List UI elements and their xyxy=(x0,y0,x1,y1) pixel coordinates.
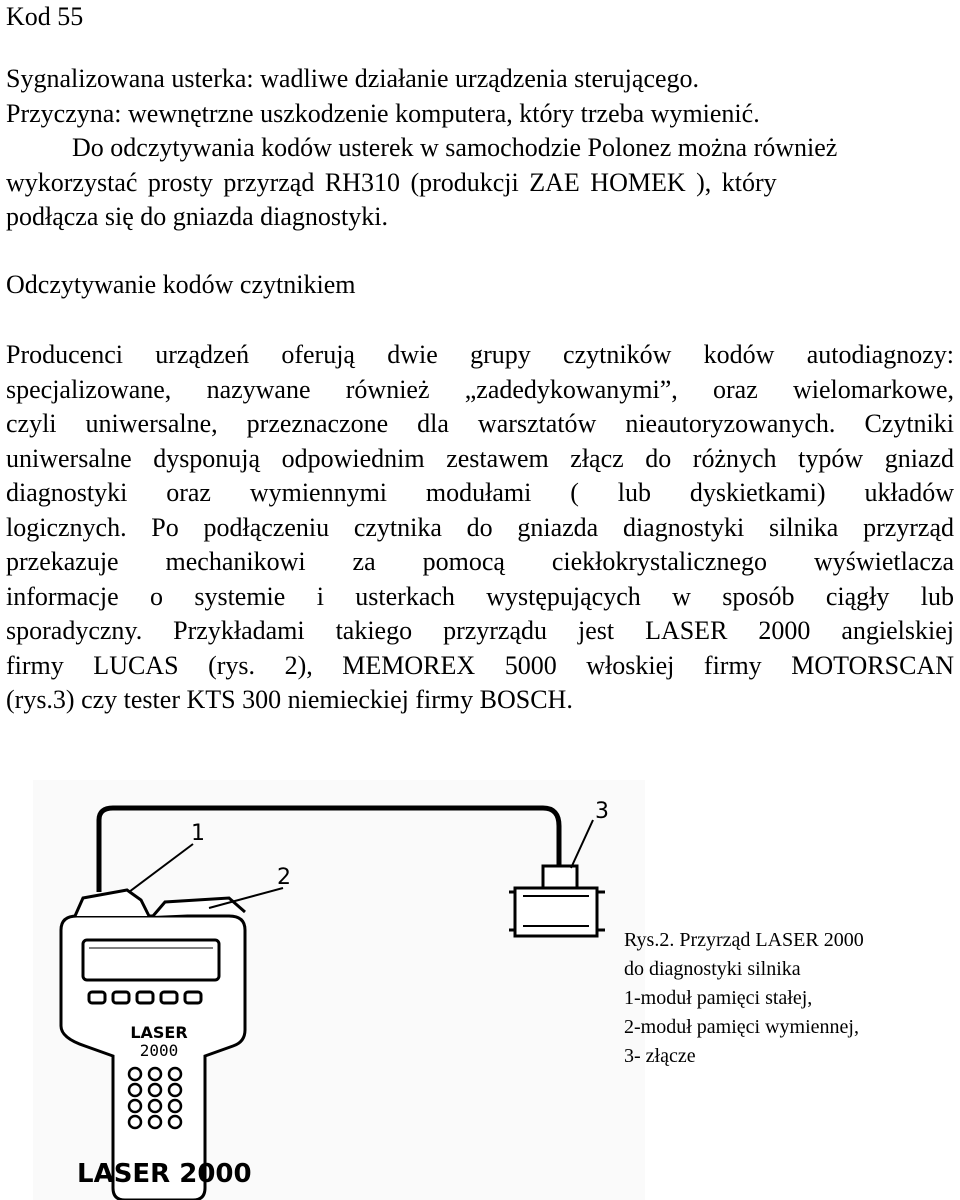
paragraph-line: diagnostyki oraz wymiennymi modułami ( lub dyskietkami) układów xyxy=(6,478,954,507)
laser-2000-figure xyxy=(33,780,645,1200)
page-heading: Kod 55 xyxy=(6,2,84,31)
svg-text:LASER: LASER xyxy=(130,1023,188,1042)
lcd-screen xyxy=(83,940,219,980)
reader-device-line: wykorzystać prosty przyrząd RH310 (produkcji ZAE HOMEK ), który xyxy=(6,167,777,197)
code-readers-paragraph xyxy=(6,338,954,718)
callout-1: 1 xyxy=(191,821,205,846)
callout-2: 2 xyxy=(277,865,291,890)
signalled-fault-line: Sygnalizowana usterka: wadliwe działanie urządzenia sterującego. xyxy=(6,64,700,93)
paragraph-line: uniwersalne dysponują odpowiednim zestawem złącz do różnych typów gniazd xyxy=(6,443,954,473)
callout-3: 3 xyxy=(595,799,609,824)
reader-connection-line: podłącza się do gniazda diagnostyki. xyxy=(6,202,388,231)
reader-intro-line: Do odczytywania kodów usterek w samochodzie Polonez można również xyxy=(72,133,838,162)
paragraph-line: sporadyczny. Przykładami takiego przyrządu jest LASER 2000 angielskiej xyxy=(6,616,954,645)
paragraph-line: (rys.3) czy tester KTS 300 niemieckiej firmy BOSCH. xyxy=(6,685,573,714)
caption-line: do diagnostyki silnika xyxy=(624,958,801,980)
fault-description-paragraph xyxy=(6,62,956,235)
paragraph-line: informacje o systemie i usterkach występujących w sposób ciągły lub xyxy=(6,581,954,611)
paragraph-line: logicznych. Po podłączeniu czytnika do gniazda diagnostyki silnika przyrząd xyxy=(6,512,954,542)
paragraph-line: czyli uniwersalne, przeznaczone dla warsztatów nieautoryzowanych. Czytniki xyxy=(6,409,954,438)
cause-line: Przyczyna: wewnętrzne uszkodzenie komputera, który trzeba wymienić. xyxy=(6,98,760,128)
paragraph-line: Producenci urządzeń oferują dwie grupy czytników kodów autodiagnozy: xyxy=(6,340,954,369)
svg-text:2000: 2000 xyxy=(139,1041,179,1060)
section-subheading: Odczytywanie kodów czytnikiem xyxy=(6,270,356,299)
caption-title: Rys.2. Przyrząd LASER 2000 xyxy=(624,929,864,951)
paragraph-line: przekazuje mechanikowi za pomocą ciekłokrystalicznego wyświetlacza xyxy=(6,547,954,576)
figure-caption xyxy=(624,926,864,1071)
figure-bottom-label: LASER 2000 xyxy=(77,1159,252,1189)
caption-line: 1-moduł pamięci stałej, xyxy=(624,987,813,1009)
caption-line: 3- złącze xyxy=(624,1045,696,1067)
paragraph-line: firmy LUCAS (rys. 2), MEMOREX 5000 włoskiej firmy MOTORSCAN xyxy=(6,650,954,680)
caption-line: 2-moduł pamięci wymiennej, xyxy=(624,1016,859,1038)
paragraph-line: specjalizowane, nazywane również „zadedykowanymi”, oraz wielomarkowe, xyxy=(6,374,954,404)
